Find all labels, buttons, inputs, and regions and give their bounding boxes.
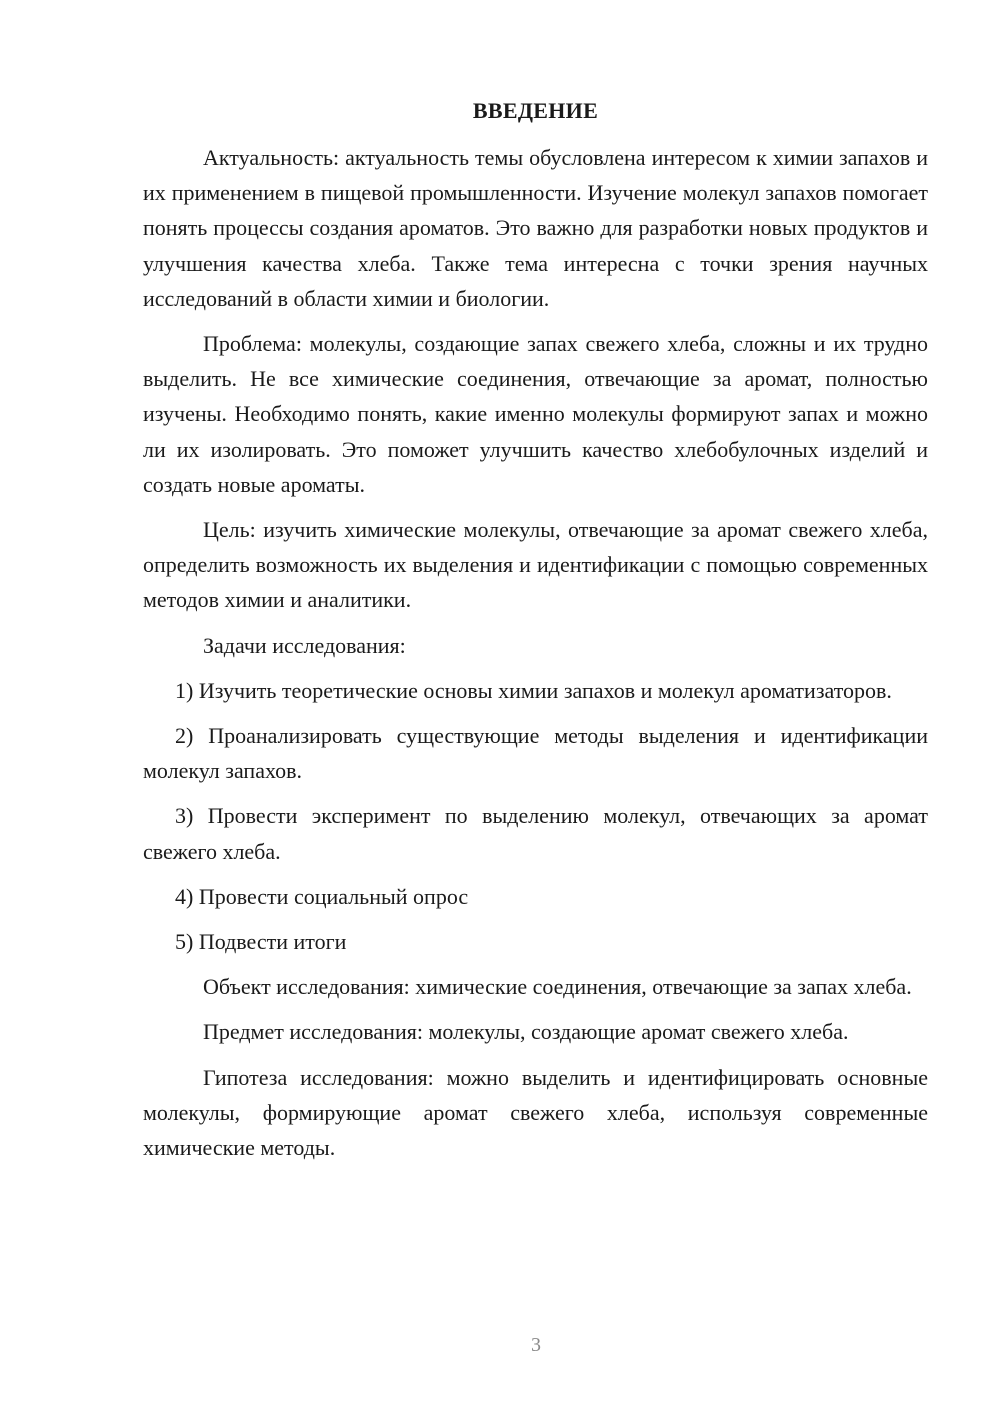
paragraph-object: Объект исследования: химические соединения, отвечающие за запах хлеба. bbox=[203, 974, 912, 1000]
paragraph-relevance: Актуальность: актуальность темы обусловлена интересом к химии запахов и их применением в пищевой промышленности. Изучение молекул запахов помогает понять процессы создания ароматов. Это важно для разработки новых продуктов и улучшения качества хлеба. Также тема интересна с точки зрения научных исследований в области химии и биологии. bbox=[143, 145, 928, 311]
paragraph-goal: Цель: изучить химические молекулы, отвечающие за аромат свежего хлеба, определить возможность их выделения и идентификации с помощью современных методов химии и аналитики. bbox=[143, 517, 928, 613]
paragraph-tasks-heading: Задачи исследования: bbox=[203, 632, 406, 658]
paragraph-problem: Проблема: молекулы, создающие запах свежего хлеба, сложны и их трудно выделить. Не все химические соединения, отвечающие за аромат, полностью изучены. Необходимо понять, какие именно молекулы формируют запах и можно ли их изолировать. Это поможет улучшить качество хлебобулочных изделий и создать новые ароматы. bbox=[143, 331, 928, 497]
paragraph-hypothesis: Гипотеза исследования: можно выделить и идентифицировать основные молекулы, формирующие аромат свежего хлеба, используя современные химические методы. bbox=[143, 1064, 928, 1161]
section-title: ВВЕДЕНИЕ bbox=[472, 98, 599, 123]
task-item-3: 3) Провести эксперимент по выделению молекул, отвечающих за аромат свежего хлеба. bbox=[143, 803, 928, 864]
page-content bbox=[143, 96, 928, 1175]
task-item-4: 4) Провести социальный опрос bbox=[175, 883, 469, 909]
task-item-1: 1) Изучить теоретические основы химии запахов и молекул ароматизаторов. bbox=[175, 677, 892, 703]
page-number: 3 bbox=[531, 1334, 541, 1356]
task-item-5: 5) Подвести итоги bbox=[175, 929, 347, 955]
task-item-2: 2) Проанализировать существующие методы выделения и идентификации молекул запахов. bbox=[143, 723, 928, 784]
paragraph-subject: Предмет исследования: молекулы, создающие аромат свежего хлеба. bbox=[203, 1019, 849, 1045]
